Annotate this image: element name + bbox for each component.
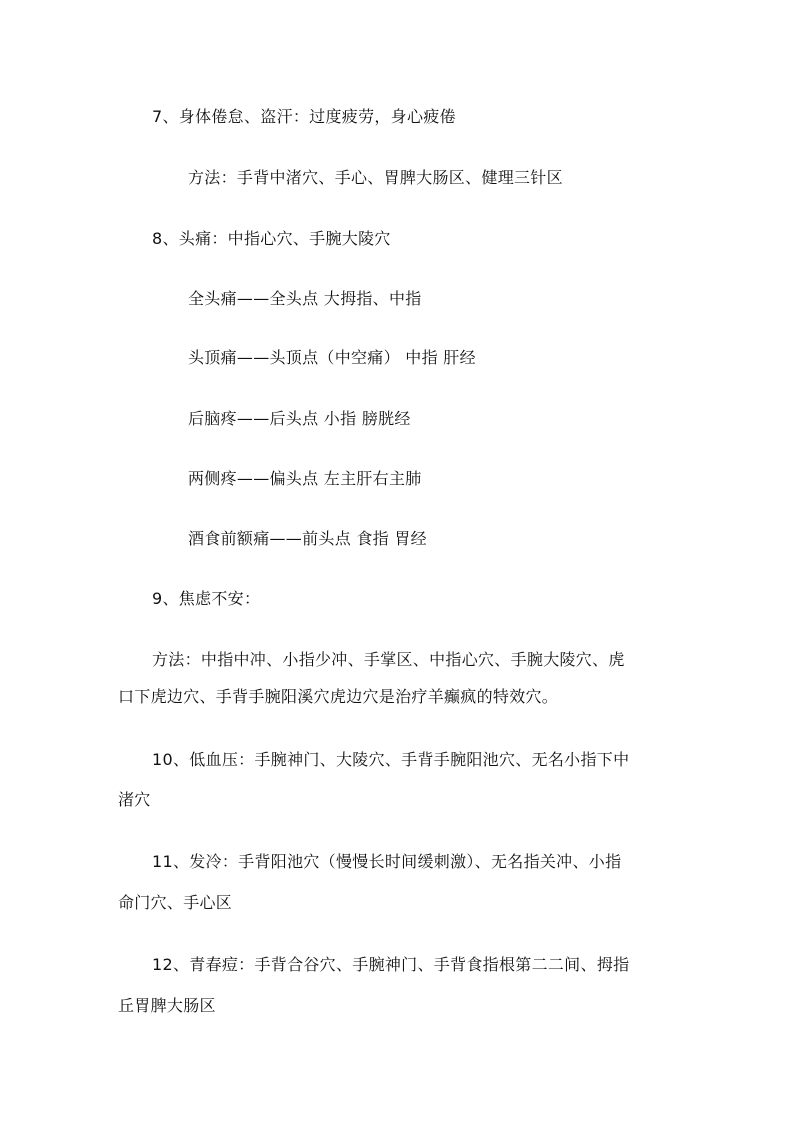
item-title: 、焦虑不安： [162,589,261,608]
item-11-line2: 命门穴、手心区 [118,893,233,912]
item-title: 、身体倦怠、盗汗：过度疲劳，身心疲倦 [162,107,456,126]
item-12-line2: 丘胃脾大肠区 [118,996,216,1015]
item-9-method-line1: 方法：中指中冲、小指少冲、手掌区、中指心穴、手腕大陵穴、虎 [152,650,625,669]
item-11-line1 [152,852,621,872]
item-7-method: 方法：手背中渚穴、手心、胃脾大肠区、健理三针区 [188,168,563,187]
headache-subitem: 全头痛——全头点 大拇指、中指 [188,289,422,308]
item-number: 8 [152,229,163,248]
item-number: 12 [152,955,173,974]
item-8-heading [152,229,391,249]
item-number: 7 [152,107,163,126]
item-number: 11 [152,852,173,871]
item-12-line1 [152,955,629,975]
headache-subitem: 后脑疼——后头点 小指 膀胱经 [188,409,411,428]
item-text: 、青春痘：手背合谷穴、手腕神门、手背食指根第二二间、拇指 [172,955,630,974]
item-9-method-line2: 口下虎边穴、手背手腕阳溪穴虎边穴是治疗羊癫疯的特效穴。 [118,687,559,706]
item-text: 、低血压：手腕神门、大陵穴、手背手腕阳池穴、无名小指下中 [172,750,630,769]
headache-subitem: 两侧疼——偏头点 左主肝右主肺 [188,469,422,488]
headache-subitem: 酒食前额痛——前头点 食指 胃经 [188,529,427,548]
item-text: 、发冷：手背阳池穴（慢慢长时间缓刺激）、无名指关冲、小指 [172,852,622,871]
item-number: 9 [152,589,163,608]
item-9-heading [152,589,260,609]
item-7-heading [152,107,456,127]
item-number: 10 [152,750,173,769]
item-10-line2: 渚穴 [118,790,151,809]
headache-subitem: 头顶痛——头顶点（中空痛） 中指 肝经 [188,348,476,367]
item-10-line1 [152,750,629,770]
item-title: 、头痛：中指心穴、手腕大陵穴 [162,229,391,248]
